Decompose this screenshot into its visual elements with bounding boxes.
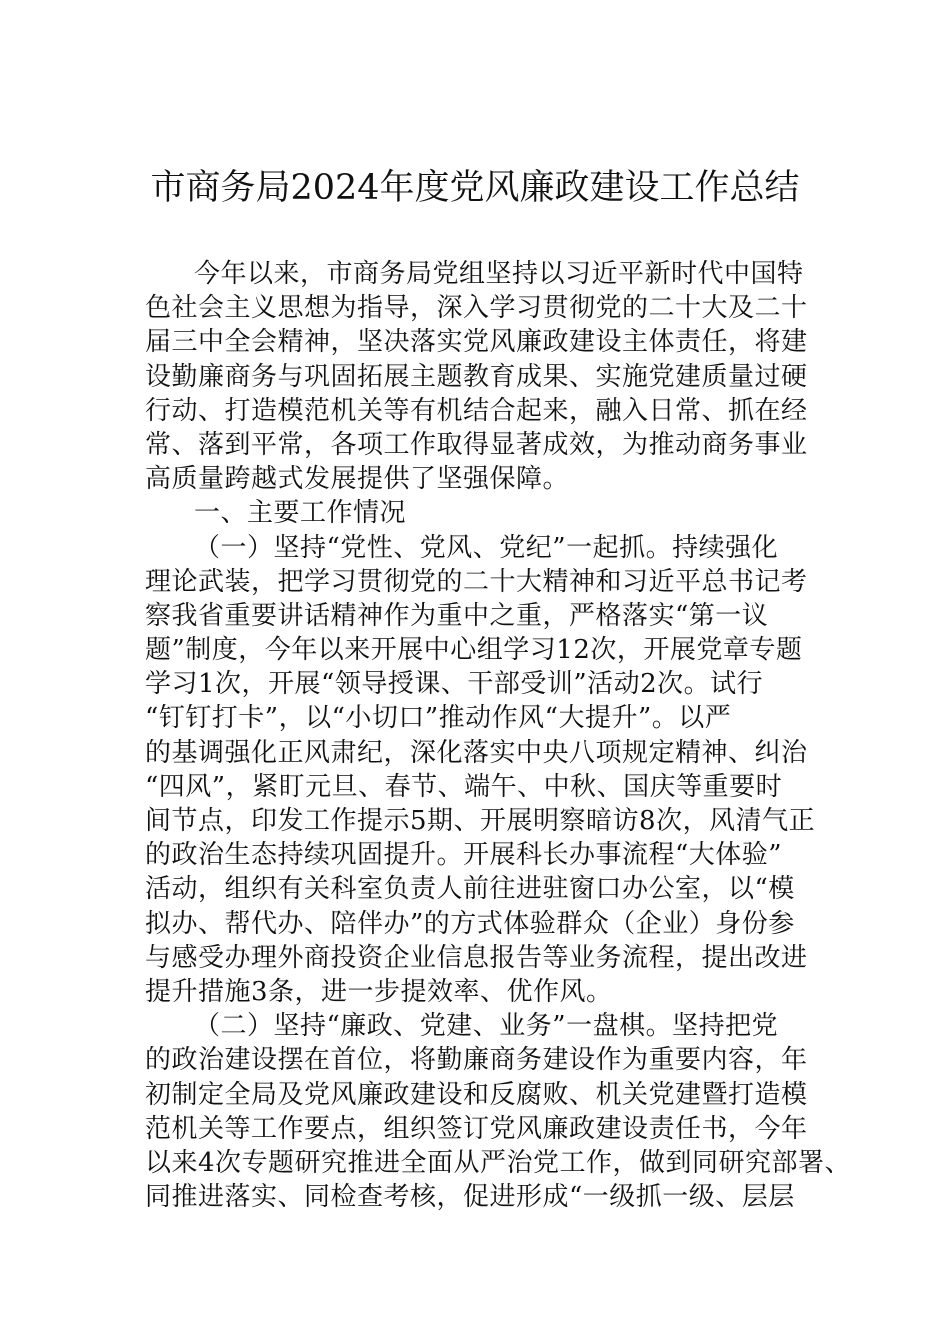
paragraph-line: 提升措施3条，进一步提效率、优作风。 — [145, 976, 613, 1007]
paragraph-line: 学习1次，开展“领导授课、干部受训”活动2次。试行 — [145, 669, 764, 700]
document-body — [145, 257, 852, 1214]
paragraph-line: 常、落到平常，各项工作取得显著成效，为推动商务事业 — [145, 429, 808, 460]
paragraph-line: 届三中全会精神，坚决落实党风廉政建设主体责任，将建 — [145, 327, 808, 358]
paragraph-line: 高质量跨越式发展提供了坚强保障。 — [145, 464, 570, 495]
paragraph-line: 的基调强化正风肃纪，深化落实中央八项规定精神、纠治 — [145, 737, 808, 768]
document-title: 市商务局2024年度党风廉政建设工作总结 — [150, 168, 800, 208]
paragraph-line: 与感受办理外商投资企业信息报告等业务流程，提出改进 — [145, 942, 808, 973]
paragraph-line: 拟办、帮代办、陪伴办”的方式体验群众（企业）身份参 — [145, 908, 795, 939]
paragraph-line: “四风”，紧盯元旦、春节、端午、中秋、国庆等重要时 — [145, 771, 783, 802]
paragraph-line: 题”制度，今年以来开展中心组学习12次，开展党章专题 — [145, 635, 803, 666]
paragraph-line: 以来4次专题研究推进全面从严治党工作，做到同研究部署、 — [145, 1147, 852, 1178]
paragraph-line: 色社会主义思想为指导，深入学习贯彻党的二十大及二十 — [145, 293, 808, 324]
paragraph-line: 的政治生态持续巩固提升。开展科长办事流程“大体验” — [145, 840, 783, 871]
paragraph-line: 今年以来，市商务局党组坚持以习近平新时代中国特 — [194, 259, 804, 289]
paragraph-line: 理论武装，把学习贯彻党的二十大精神和习近平总书记考 — [145, 566, 808, 597]
paragraph-line: 间节点，印发工作提示5期、开展明察暗访8次，风清气正 — [145, 806, 816, 836]
paragraph-line: 活动，组织有关科室负责人前往进驻窗口办公室，以“模 — [145, 874, 795, 905]
paragraph-line: （一）坚持“党性、党风、党纪”一起抓。持续强化 — [194, 532, 779, 563]
section-heading: 一、主要工作情况 — [194, 498, 407, 529]
paragraph-line: 设勤廉商务与巩固拓展主题教育成果、实施党建质量过硬 — [145, 361, 808, 392]
paragraph-line: 同推进落实、同检查考核，促进形成“一级抓一级、层层 — [145, 1182, 795, 1213]
paragraph-line: 范机关等工作要点，组织签订党风廉政建设责任书，今年 — [145, 1113, 808, 1144]
paragraph-line: 行动、打造模范机关等有机结合起来，融入日常、抓在经 — [145, 395, 808, 426]
paragraph-line: 的政治建设摆在首位，将勤廉商务建设作为重要内容，年 — [145, 1045, 808, 1076]
paragraph-line: 察我省重要讲话精神作为重中之重，严格落实“第一议 — [145, 600, 769, 631]
paragraph-line: 初制定全局及党风廉政建设和反腐败、机关党建暨打造模 — [145, 1079, 808, 1110]
paragraph-line: （二）坚持“廉政、党建、业务”一盘棋。坚持把党 — [194, 1011, 779, 1042]
paragraph-line: “钉钉打卡”，以“小切口”推动作风“大提升”。以严 — [145, 703, 732, 734]
